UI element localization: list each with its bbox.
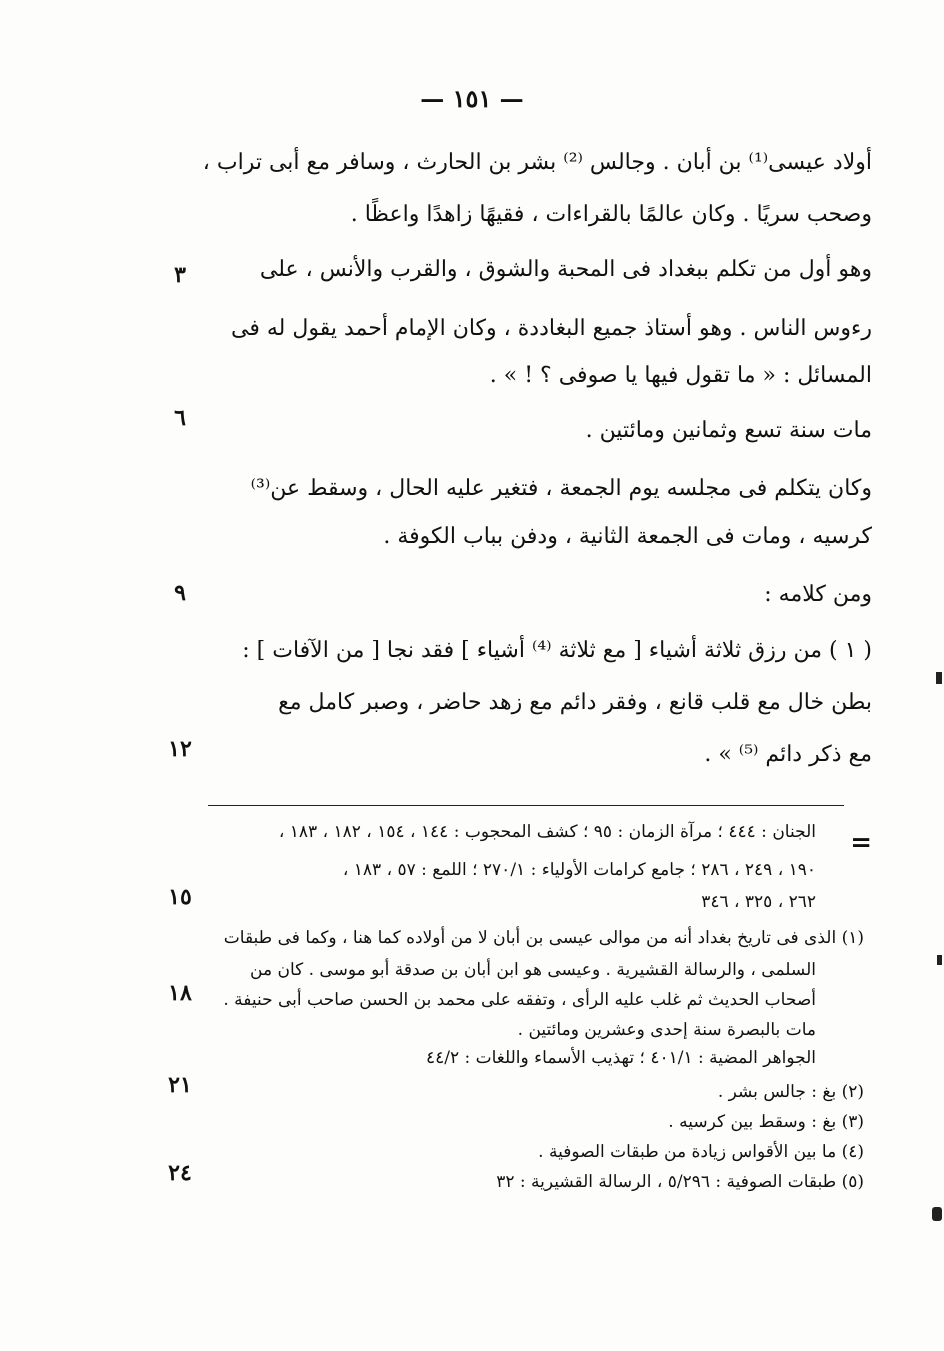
footnote-line: الجنان : ٤٤٤ ؛ مرآة الزمان : ٩٥ ؛ كشف المحجوب : ١٤٤ ، ١٥٤ ، ١٨٢ ، ١٨٣ ، bbox=[278, 822, 816, 842]
line-number: ٦ bbox=[174, 405, 186, 431]
body-line: بطن خال مع قلب قانع ، وفقر دائم مع زهد حاضر ، وصبر كامل مع bbox=[278, 690, 872, 715]
footnote-line: (٢) بغ : جالس بشر . bbox=[717, 1082, 864, 1102]
scan-mark bbox=[937, 955, 942, 965]
footnote-line: مات بالبصرة سنة إحدى وعشرين ومائتين . bbox=[517, 1020, 816, 1040]
page-number: — ١٥١ — bbox=[420, 84, 524, 113]
body-line: رءوس الناس . وهو أستاذ جميع البغاددة ، وكان الإمام أحمد يقول له فى bbox=[231, 316, 872, 341]
line-number: ٢١ bbox=[168, 1072, 192, 1098]
line-number: ١٢ bbox=[168, 736, 192, 762]
line-number: ١٥ bbox=[168, 884, 192, 910]
body-line: ومن كلامه : bbox=[764, 582, 872, 607]
body-line: وهو أول من تكلم ببغداد فى المحبة والشوق ، والقرب والأنس ، على bbox=[259, 257, 872, 282]
line-number: ٣ bbox=[174, 262, 186, 288]
line-number: ٢٤ bbox=[168, 1160, 192, 1186]
body-line: ( ١ ) من رزق ثلاثة أشياء [ مع ثلاثة ⁽⁴⁾ أشياء ] فقد نجا [ من الآفات ] : bbox=[242, 638, 872, 663]
body-line: المسائل : « ما تقول فيها يا صوفى ؟ ! » . bbox=[489, 363, 872, 388]
body-line: وصحب سريًا . وكان عالمًا بالقراءات ، فقيهًا زاهدًا واعظًا . bbox=[350, 202, 872, 227]
body-line: مع ذكر دائم ⁽⁵⁾ » . bbox=[704, 742, 872, 767]
scan-mark bbox=[932, 1207, 942, 1221]
line-number: ٩ bbox=[174, 580, 186, 606]
footnote-continuation-marker: = bbox=[850, 828, 872, 858]
footnote-line: الجواهر المضية : ٤٠١/١ ؛ تهذيب الأسماء واللغات : ٤٤/٢ bbox=[425, 1048, 816, 1068]
footnote-line: أصحاب الحديث ثم غلب عليه الرأى ، وتفقه على محمد بن الحسن صاحب أبى حنيفة . bbox=[223, 990, 816, 1010]
footnote-line: السلمى ، والرسالة القشيرية . وعيسى هو ابن أبان بن صدقة أبو موسى . كان من bbox=[250, 960, 816, 980]
footnote-line: (١) الذى فى تاريخ بغداد أنه من موالى عيسى بن أبان لا من أولاده كما هنا ، وكما فى طبقات bbox=[223, 928, 864, 948]
body-line: كرسيه ، ومات فى الجمعة الثانية ، ودفن بباب الكوفة . bbox=[383, 524, 872, 549]
footnote-line: (٤) ما بين الأقواس زيادة من طبقات الصوفية . bbox=[538, 1142, 864, 1162]
scan-mark bbox=[936, 672, 942, 684]
line-number: ١٨ bbox=[168, 980, 192, 1006]
footnote-line: ٢٦٢ ، ٣٢٥ ، ٣٤٦ bbox=[701, 892, 816, 912]
footnote-line: ١٩٠ ، ٢٤٩ ، ٢٨٦ ؛ جامع كرامات الأولياء : ٢٧٠/١ ؛ اللمع : ٥٧ ، ١٨٣ ، bbox=[342, 860, 816, 880]
footnote-line: (٥) طبقات الصوفية : ٥/٢٩٦ ، الرسالة القشيرية : ٣٢ bbox=[496, 1172, 864, 1192]
body-line: أولاد عيسى⁽¹⁾ بن أبان . وجالس ⁽²⁾ بشر بن الحارث ، وسافر مع أبى تراب ، bbox=[202, 150, 872, 175]
footnote-divider bbox=[208, 805, 844, 806]
footnote-line: (٣) بغ : وسقط بين كرسيه . bbox=[668, 1112, 864, 1132]
body-line: مات سنة تسع وثمانين ومائتين . bbox=[585, 418, 872, 443]
body-line: وكان يتكلم فى مجلسه يوم الجمعة ، فتغير عليه الحال ، وسقط عن⁽³⁾ bbox=[250, 476, 872, 501]
